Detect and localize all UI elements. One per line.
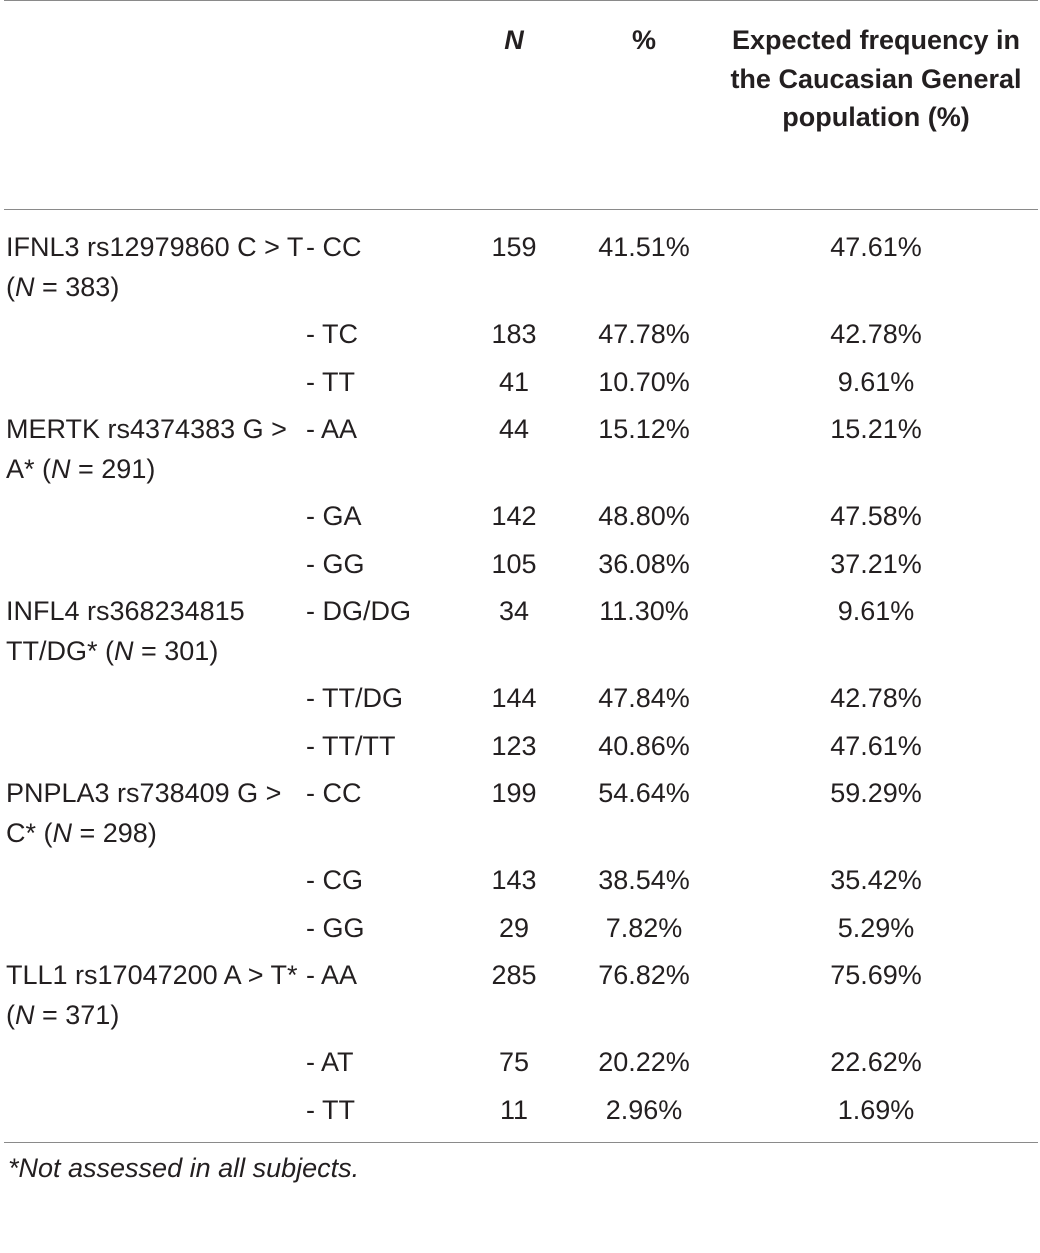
snp-cell xyxy=(4,537,304,585)
header-n: N xyxy=(454,1,574,210)
expected-frequency-cell: 47.61% xyxy=(830,232,922,262)
n-cell: 159 xyxy=(491,232,537,262)
expected-frequency-cell: 37.21% xyxy=(830,548,922,579)
expected-frequency-cell: 15.21% xyxy=(830,414,922,444)
genotype-frequency-table xyxy=(4,0,1038,1143)
table-footnote: *Not assessed in all subjects. xyxy=(8,1153,360,1183)
n-cell: 142 xyxy=(491,501,537,531)
expected-frequency-cell: 22.62% xyxy=(830,1047,922,1077)
genotype-cell: - GG xyxy=(306,548,365,579)
percent-cell: 36.08% xyxy=(598,548,690,579)
header-percent: % xyxy=(574,1,714,210)
expected-frequency-cell: 42.78% xyxy=(830,319,922,349)
expected-frequency-cell: 75.69% xyxy=(830,960,922,990)
n-cell: 285 xyxy=(491,960,537,990)
percent-cell: 40.86% xyxy=(598,730,690,761)
table-row xyxy=(4,766,1038,853)
table-row xyxy=(4,584,1038,671)
header-genotype xyxy=(304,1,454,210)
percent-cell: 47.84% xyxy=(598,683,690,713)
snp-n-symbol: N xyxy=(52,817,72,848)
snp-cell xyxy=(4,1035,304,1083)
percent-cell: 41.51% xyxy=(598,232,690,262)
expected-frequency-cell: 9.61% xyxy=(837,596,915,626)
table-row xyxy=(4,1083,1038,1143)
snp-cell xyxy=(4,1083,304,1143)
genotype-cell: - GA xyxy=(306,501,362,531)
n-cell: 143 xyxy=(491,865,537,895)
genotype-cell: - TT xyxy=(304,1083,454,1143)
genotype-cell: - AA xyxy=(306,960,358,990)
snp-cell xyxy=(4,402,304,489)
table-row xyxy=(4,402,1038,489)
snp-n-symbol: N xyxy=(15,999,35,1030)
table-row xyxy=(4,1035,1038,1083)
expected-frequency-cell: 47.58% xyxy=(830,501,922,531)
n-cell: 75 xyxy=(498,1047,530,1077)
snp-n-value: = 301) xyxy=(133,635,219,666)
genotype-cell: - AT xyxy=(306,1047,354,1077)
snp-n-symbol: N xyxy=(114,635,134,666)
genotype-cell: - TT xyxy=(306,366,355,397)
genotype-cell: - GG xyxy=(306,912,365,943)
snp-cell xyxy=(4,307,304,355)
snp-label: IFNL3 rs12979860 C > T ( xyxy=(6,232,303,302)
header-snp xyxy=(4,1,304,210)
snp-label: MERTK rs4374383 G > A* ( xyxy=(6,414,287,484)
expected-frequency-cell: 47.61% xyxy=(830,730,922,761)
header-row xyxy=(4,1,1038,210)
table-row xyxy=(4,489,1038,537)
snp-cell xyxy=(4,719,304,767)
snp-cell xyxy=(4,584,304,671)
n-cell: 183 xyxy=(491,319,537,349)
genotype-cell: - CC xyxy=(306,232,362,262)
table-row xyxy=(4,210,1038,308)
expected-frequency-cell: 5.29% xyxy=(837,912,915,943)
table-row xyxy=(4,537,1038,585)
snp-cell xyxy=(4,766,304,853)
snp-label: PNPLA3 rs738409 G > C* ( xyxy=(6,778,282,848)
table-row xyxy=(4,853,1038,901)
snp-label: INFL4 rs368234815 TT/DG* ( xyxy=(6,596,245,666)
genotype-cell: - AA xyxy=(306,414,358,444)
percent-cell: 10.70% xyxy=(598,366,690,397)
n-cell: 41 xyxy=(498,366,530,397)
genotype-cell: - TC xyxy=(306,319,358,349)
snp-cell xyxy=(4,489,304,537)
table-row xyxy=(4,901,1038,949)
snp-cell xyxy=(4,948,304,1035)
genotype-cell: - CC xyxy=(306,778,362,808)
n-cell: 123 xyxy=(491,730,537,761)
table-row xyxy=(4,355,1038,403)
genotype-cell: - CG xyxy=(306,865,363,895)
genotype-cell: - TT/DG xyxy=(306,683,403,713)
expected-frequency-cell: 59.29% xyxy=(830,778,922,808)
genotype-cell: - TT/TT xyxy=(306,730,396,761)
percent-cell: 48.80% xyxy=(598,501,690,531)
n-cell: 34 xyxy=(498,596,530,626)
n-cell: 11 xyxy=(454,1083,574,1143)
snp-n-value: = 383) xyxy=(34,271,120,302)
snp-cell xyxy=(4,210,304,308)
percent-cell: 20.22% xyxy=(598,1047,690,1077)
header-expected-frequency: Expected frequency in the Caucasian General population (%) xyxy=(714,1,1038,210)
genotype-cell: - DG/DG xyxy=(306,596,411,626)
genotype-frequency-table-container xyxy=(4,0,1038,1184)
expected-frequency-cell: 42.78% xyxy=(830,683,922,713)
percent-cell: 15.12% xyxy=(598,414,690,444)
table-body xyxy=(4,210,1038,1143)
percent-cell: 2.96% xyxy=(574,1083,714,1143)
n-cell: 105 xyxy=(491,548,537,579)
table-row xyxy=(4,671,1038,719)
snp-n-symbol: N xyxy=(51,453,71,484)
snp-n-value: = 298) xyxy=(72,817,157,848)
snp-n-symbol: N xyxy=(15,271,35,302)
percent-cell: 38.54% xyxy=(598,865,690,895)
snp-label: TLL1 rs17047200 A > T*( xyxy=(6,960,298,1030)
n-cell: 29 xyxy=(498,912,530,943)
n-cell: 199 xyxy=(491,778,537,808)
percent-cell: 54.64% xyxy=(598,778,690,808)
percent-cell: 47.78% xyxy=(598,319,690,349)
expected-frequency-cell: 1.69% xyxy=(714,1083,1038,1143)
table-row xyxy=(4,719,1038,767)
expected-frequency-cell: 9.61% xyxy=(837,366,915,397)
expected-frequency-cell: 35.42% xyxy=(830,865,922,895)
percent-cell: 76.82% xyxy=(598,960,690,990)
percent-cell: 11.30% xyxy=(599,596,689,626)
snp-cell xyxy=(4,355,304,403)
table-row xyxy=(4,307,1038,355)
snp-n-value: = 291) xyxy=(70,453,156,484)
percent-cell: 7.82% xyxy=(605,912,683,943)
snp-cell xyxy=(4,901,304,949)
table-row xyxy=(4,948,1038,1035)
n-cell: 144 xyxy=(491,683,537,713)
snp-cell xyxy=(4,853,304,901)
snp-cell xyxy=(4,671,304,719)
snp-n-value: = 371) xyxy=(34,999,120,1030)
n-cell: 44 xyxy=(498,414,530,444)
